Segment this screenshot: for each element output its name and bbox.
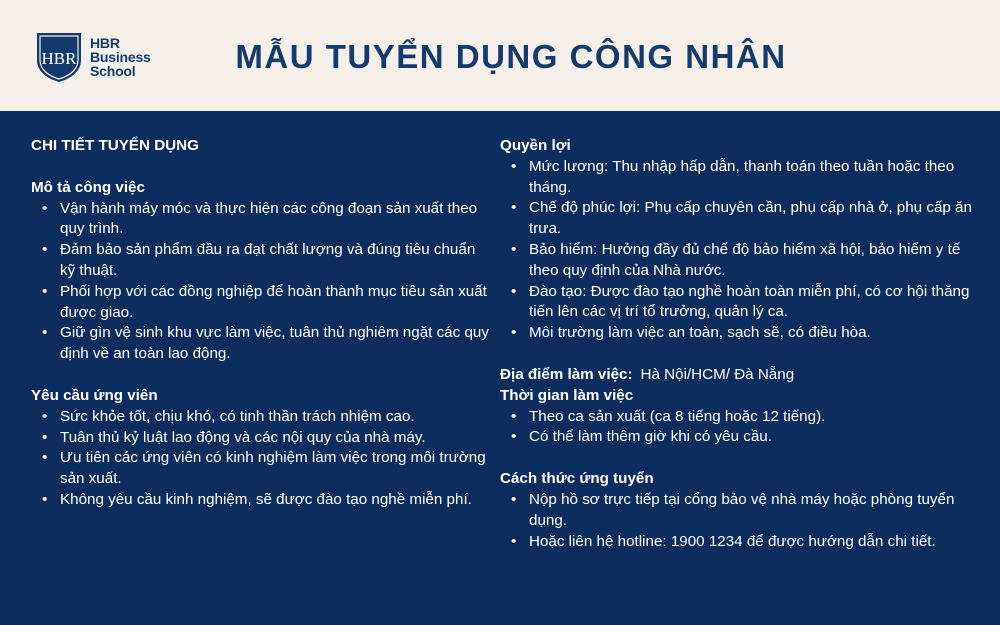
brand-name-line-2: Business xyxy=(90,49,151,65)
list-item: • Có thể làm thêm giờ khi có yêu cầu. xyxy=(529,427,975,448)
requirements-heading: Yêu cầu ứng viên xyxy=(31,386,158,404)
job-description-heading: Mô tả công việc xyxy=(31,178,145,196)
apply-list xyxy=(500,490,975,552)
list-item: • Chế độ phúc lợi: Phụ cấp chuyên cần, phụ cấp nhà ở, phụ cấp ăn trưa. xyxy=(529,198,975,240)
list-item: • Tuân thủ kỷ luật lao động và các nội quy của nhà máy. xyxy=(60,428,491,449)
location-label: Địa điểm làm việc: xyxy=(500,365,633,383)
list-item: • Không yêu cầu kinh nghiệm, sẽ được đào tạo nghề miễn phí. xyxy=(60,490,491,511)
list-item: • Đảm bảo sản phẩm đầu ra đạt chất lượng và đúng tiêu chuẩn kỹ thuật. xyxy=(60,240,491,282)
list-item: • Môi trường làm việc an toàn, sạch sẽ, có điều hòa. xyxy=(529,323,975,344)
list-item: • Nộp hồ sơ trực tiếp tại cổng bảo vệ nhà máy hoặc phòng tuyển dụng. xyxy=(529,490,975,532)
left-column xyxy=(31,136,491,511)
list-item: • Mức lương: Thu nhập hấp dẫn, thanh toán theo tuần hoặc theo tháng. xyxy=(529,157,975,199)
right-column xyxy=(500,136,975,552)
brand-name-line-3: School xyxy=(90,63,136,79)
requirements-list xyxy=(31,407,491,511)
list-item: • Đào tạo: Được đào tạo nghề hoàn toàn miễn phí, có cơ hội thăng tiến lên các vị trí tổ trưởng, quản lý ca. xyxy=(529,282,975,324)
page-title: MẪU TUYỂN DỤNG CÔNG NHÂN xyxy=(235,38,787,75)
section-title: CHI TIẾT TUYỂN DỤNG xyxy=(31,137,199,154)
list-item: • Bảo hiểm: Hưởng đầy đủ chế độ bảo hiểm xã hội, bảo hiểm y tế theo quy định của Nhà nước. xyxy=(529,240,975,282)
working-time-heading: Thời gian làm việc xyxy=(500,386,634,404)
svg-text:HBR: HBR xyxy=(41,49,77,68)
list-item: • Hoặc liên hệ hotline: 1900 1234 để được hướng dẫn chi tiết. xyxy=(529,532,975,553)
benefits-list xyxy=(500,157,975,344)
list-item: • Ưu tiên các ứng viên có kinh nghiệm làm việc trong môi trường sản xuất. xyxy=(60,448,491,490)
brand-name-line-1: HBR xyxy=(90,35,120,51)
list-item: • Phối hợp với các đồng nghiệp để hoàn thành mục tiêu sản xuất được giao. xyxy=(60,282,491,324)
list-item: • Vận hành máy móc và thực hiện các công đoạn sản xuất theo quy trình. xyxy=(60,199,491,241)
list-item: • Sức khỏe tốt, chịu khó, có tinh thần trách nhiệm cao. xyxy=(60,407,491,428)
main-content xyxy=(0,111,1000,625)
location-value: Hà Nội/HCM/ Đà Nẵng xyxy=(640,365,795,383)
list-item: • Giữ gìn vệ sinh khu vực làm việc, tuân thủ nghiêm ngặt các quy định về an toàn lao động. xyxy=(60,323,491,365)
working-time-list xyxy=(500,407,975,449)
apply-heading: Cách thức ứng tuyển xyxy=(500,470,654,488)
header xyxy=(0,0,1000,111)
job-description-list xyxy=(31,199,491,365)
benefits-heading: Quyền lợi xyxy=(500,137,571,154)
location-row xyxy=(500,365,975,386)
list-item: • Theo ca sản xuất (ca 8 tiếng hoặc 12 tiếng). xyxy=(529,407,975,428)
